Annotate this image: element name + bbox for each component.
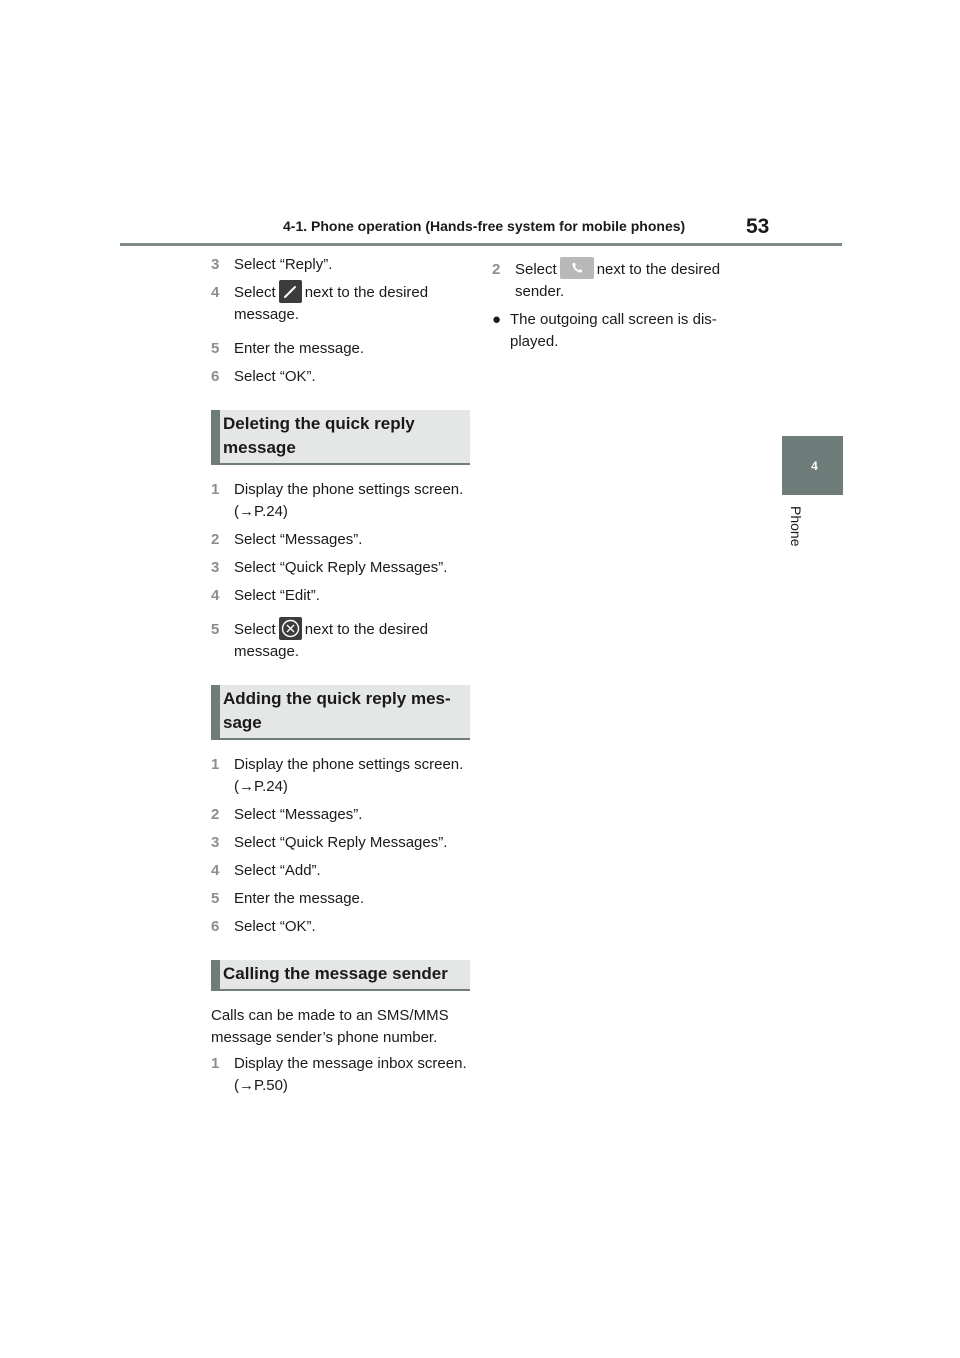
step-number: 2 [211,531,220,548]
list-item [211,585,473,607]
list-item [211,254,473,276]
section-title: 4-1. Phone operation (Hands-free system for mobile phones) [283,218,686,234]
list-item [211,804,473,826]
list-item [211,366,473,388]
step-number: 3 [211,834,220,851]
list-item [211,338,473,360]
chapter-tab-label: Phone [788,506,804,547]
step-text: Select “Messages”. [234,806,363,823]
step-number: 1 [211,1055,220,1072]
list-item [211,860,473,882]
header-rule [120,243,842,246]
step-number: 5 [211,890,220,907]
step-number: 1 [211,756,220,773]
step-text-before: Select [234,621,276,638]
list-item [492,309,752,353]
list-item [211,832,473,854]
step-text: Select “Quick Reply Messages”. [234,559,448,576]
step-number: 5 [211,621,220,638]
step-text: Select “Quick Reply Messages”. [234,834,448,851]
step-text: Enter the message. [234,340,365,357]
step-number: 2 [492,261,501,278]
phone-icon [560,257,594,279]
list-item [211,1053,473,1097]
step-text: Display the message inbox screen. (→P.50) [234,1055,467,1094]
list-item [211,479,473,523]
right-column [492,259,752,353]
delete-icon [279,617,302,640]
step-text: Select “OK”. [234,368,316,385]
step-text: Select “Reply”. [234,256,333,273]
list-item [211,557,473,579]
step-text: Select “Messages”. [234,531,363,548]
calling-body-text: Calls can be made to an SMS/MMS message sender’s phone number. [211,1007,449,1046]
section-heading-adding: Adding the quick reply mes-sage [211,685,470,740]
step-number: 1 [211,481,220,498]
step-text-after: next to the desired message. [234,284,429,323]
step-number: 6 [211,368,220,385]
step-text: Display the phone settings screen. (→P.24) [234,756,464,795]
chapter-tab[interactable] [782,436,843,495]
step-text: Display the phone settings screen. (→P.24) [234,481,464,520]
step-number: 5 [211,340,220,357]
list-item [211,619,473,663]
page-number: 53 [746,215,770,238]
step-text-before: Select [234,284,276,301]
step-text: Enter the message. [234,890,365,907]
section-heading-deleting: Deleting the quick reply message [211,410,470,465]
section-heading-calling: Calling the message sender [211,960,470,991]
list-item [211,754,473,798]
step-text-after: next to the desired sender. [515,261,721,300]
step-text: Select “Add”. [234,862,321,879]
pencil-icon [279,280,302,303]
bullet-icon: ● [492,311,502,328]
left-column [211,254,473,1103]
step-number: 3 [211,256,220,273]
step-number: 4 [211,284,220,301]
bullet-text: The outgoing call screen is dis-played. [510,311,717,350]
step-number: 6 [211,918,220,935]
chapter-tab-number: 4 [811,458,818,473]
list-item [211,916,473,938]
step-number: 2 [211,806,220,823]
step-text-after: next to the desired message. [234,621,429,660]
step-text-before: Select [515,261,557,278]
list-item [492,259,752,303]
list-item [211,529,473,551]
list-item [211,282,473,326]
list-item [211,888,473,910]
step-number: 4 [211,587,220,604]
step-number: 3 [211,559,220,576]
step-text: Select “OK”. [234,918,316,935]
step-number: 4 [211,862,220,879]
step-text: Select “Edit”. [234,587,320,604]
